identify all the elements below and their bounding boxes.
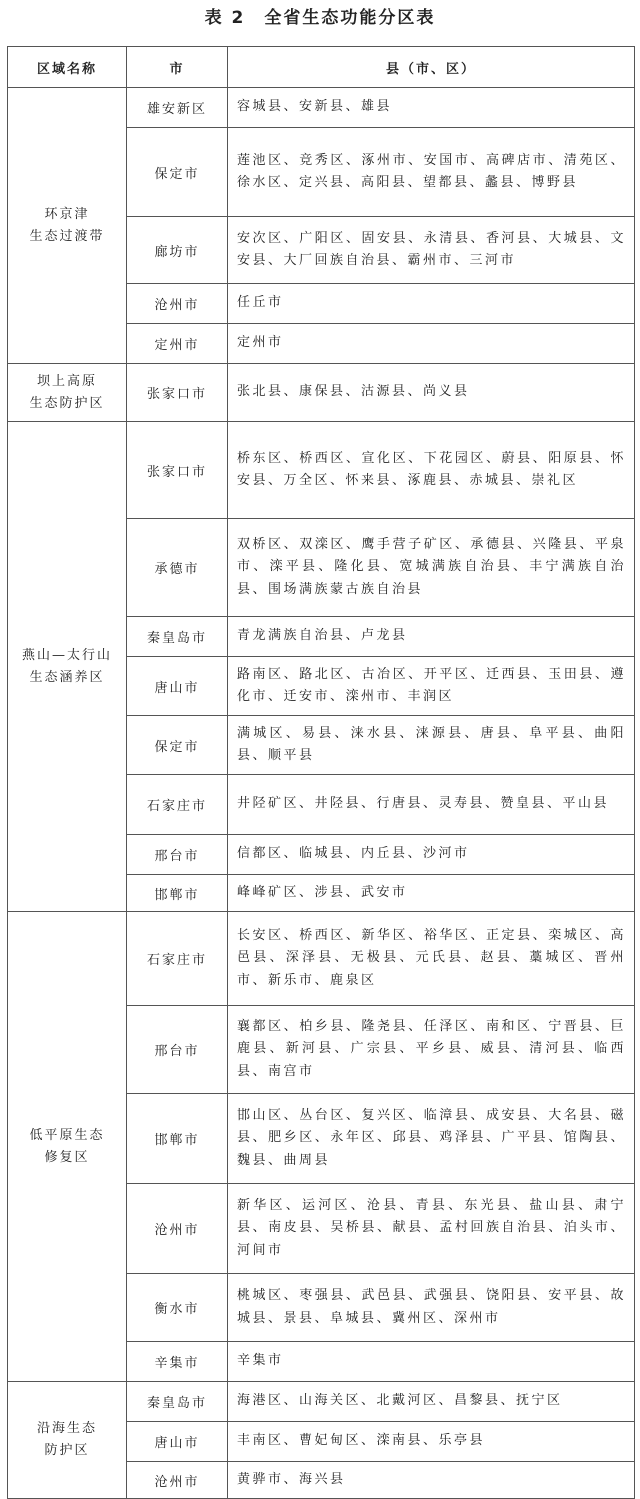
city-cell: 石家庄市 (127, 912, 228, 1006)
counties-cell: 青龙满族自治县、卢龙县 (228, 617, 635, 657)
city-cell: 唐山市 (127, 657, 228, 716)
city-cell: 邯郸市 (127, 1094, 228, 1184)
city-cell: 保定市 (127, 716, 228, 775)
counties-cell: 容城县、安新县、雄县 (228, 88, 635, 128)
header-row (8, 47, 635, 88)
counties-cell: 辛集市 (228, 1342, 635, 1382)
city-cell: 雄安新区 (127, 88, 228, 128)
counties-cell: 信都区、临城县、内丘县、沙河市 (228, 835, 635, 875)
counties-cell: 安次区、广阳区、固安县、永清县、香河县、大城县、文安县、大厂回族自治县、霸州市、三河市 (228, 217, 635, 284)
counties-cell: 邯山区、丛台区、复兴区、临漳县、成安县、大名县、磁县、肥乡区、永年区、邱县、鸡泽县、广平县、馆陶县、魏县、曲周县 (228, 1094, 635, 1184)
city-cell: 张家口市 (127, 364, 228, 422)
city-cell: 沧州市 (127, 1184, 228, 1274)
counties-cell: 双桥区、双滦区、鹰手营子矿区、承德县、兴隆县、平泉市、滦平县、隆化县、宽城满族自治县、丰宁满族自治县、围场满族蒙古族自治县 (228, 519, 635, 617)
counties-cell: 莲池区、竞秀区、涿州市、安国市、高碑店市、清苑区、徐水区、定兴县、高阳县、望都县、蠡县、博野县 (228, 128, 635, 217)
counties-cell: 襄都区、柏乡县、隆尧县、任泽区、南和区、宁晋县、巨鹿县、新河县、广宗县、平乡县、威县、清河县、临西县、南宫市 (228, 1006, 635, 1094)
city-cell: 保定市 (127, 128, 228, 217)
counties-cell: 任丘市 (228, 284, 635, 324)
city-cell: 衡水市 (127, 1274, 228, 1342)
header-counties: 县（市、区） (228, 47, 635, 88)
city-cell: 承德市 (127, 519, 228, 617)
region-name-cell: 低平原生态 修复区 (8, 912, 127, 1382)
counties-cell: 黄骅市、海兴县 (228, 1462, 635, 1499)
counties-cell: 满城区、易县、涞水县、涞源县、唐县、阜平县、曲阳县、顺平县 (228, 716, 635, 775)
counties-cell: 海港区、山海关区、北戴河区、昌黎县、抚宁区 (228, 1382, 635, 1422)
city-cell: 秦皇岛市 (127, 1382, 228, 1422)
region-name-cell: 环京津 生态过渡带 (8, 88, 127, 364)
counties-cell: 丰南区、曹妃甸区、滦南县、乐亭县 (228, 1422, 635, 1462)
city-cell: 张家口市 (127, 422, 228, 519)
counties-cell: 新华区、运河区、沧县、青县、东光县、盐山县、肃宁县、南皮县、吴桥县、献县、孟村回族自治县、泊头市、河间市 (228, 1184, 635, 1274)
counties-cell: 井陉矿区、井陉县、行唐县、灵寿县、赞皇县、平山县 (228, 775, 635, 835)
city-cell: 邯郸市 (127, 875, 228, 912)
table-row (8, 422, 635, 519)
city-cell: 沧州市 (127, 1462, 228, 1499)
counties-cell: 峰峰矿区、涉县、武安市 (228, 875, 635, 912)
city-cell: 定州市 (127, 324, 228, 364)
region-name-cell: 坝上高原 生态防护区 (8, 364, 127, 422)
city-cell: 唐山市 (127, 1422, 228, 1462)
header-city: 市 (127, 47, 228, 88)
counties-cell: 路南区、路北区、古冶区、开平区、迁西县、玉田县、遵化市、迁安市、滦州市、丰润区 (228, 657, 635, 716)
counties-cell: 长安区、桥西区、新华区、裕华区、正定县、栾城区、高邑县、深泽县、无极县、元氏县、赵县、藁城区、晋州市、新乐市、鹿泉区 (228, 912, 635, 1006)
counties-cell: 桥东区、桥西区、宣化区、下花园区、蔚县、阳原县、怀安县、万全区、怀来县、涿鹿县、赤城县、崇礼区 (228, 422, 635, 519)
table-title: 表 2 全省生态功能分区表 (204, 8, 436, 28)
city-cell: 沧州市 (127, 284, 228, 324)
city-cell: 邢台市 (127, 1006, 228, 1094)
table-row (8, 364, 635, 422)
city-cell: 廊坊市 (127, 217, 228, 284)
city-cell: 邢台市 (127, 835, 228, 875)
table-body (8, 88, 635, 1499)
table-row (8, 88, 635, 128)
ecological-zoning-table (7, 46, 635, 1499)
region-name-cell: 沿海生态 防护区 (8, 1382, 127, 1499)
city-cell: 秦皇岛市 (127, 617, 228, 657)
header-region: 区域名称 (8, 47, 127, 88)
counties-cell: 桃城区、枣强县、武邑县、武强县、饶阳县、安平县、故城县、景县、阜城县、冀州区、深州市 (228, 1274, 635, 1342)
counties-cell: 定州市 (228, 324, 635, 364)
city-cell: 辛集市 (127, 1342, 228, 1382)
table-row (8, 912, 635, 1006)
table-row (8, 1382, 635, 1422)
counties-cell: 张北县、康保县、沽源县、尚义县 (228, 364, 635, 422)
region-name-cell: 燕山—太行山 生态涵养区 (8, 422, 127, 912)
city-cell: 石家庄市 (127, 775, 228, 835)
